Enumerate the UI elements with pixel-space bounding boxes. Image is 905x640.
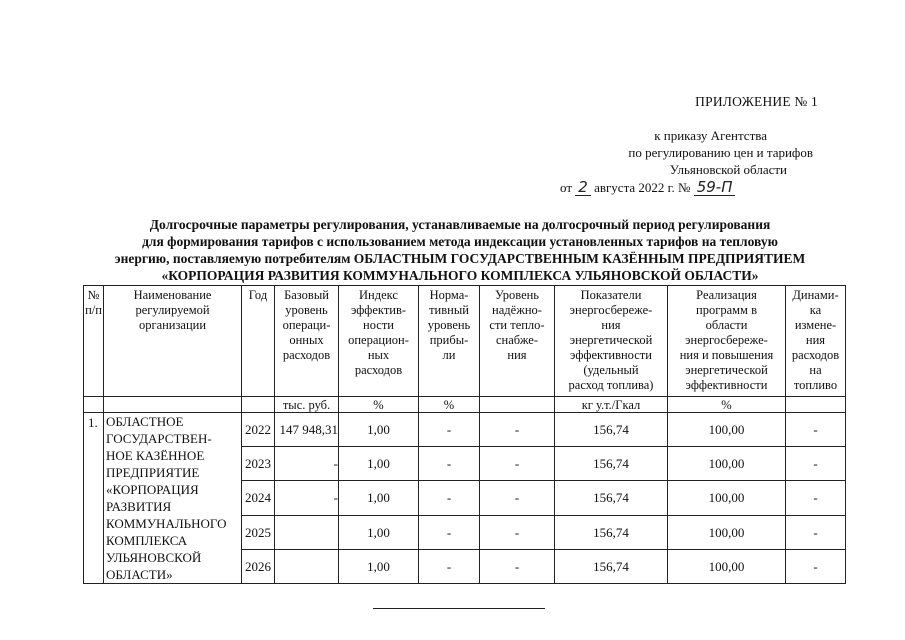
header-line: регулируемой bbox=[135, 303, 210, 317]
organization-line: НОЕ КАЗЁННОЕ bbox=[106, 448, 205, 463]
cell-dynamics: - bbox=[786, 413, 846, 447]
organization-line: «КОРПОРАЦИЯ bbox=[106, 482, 199, 497]
header-line: измене- bbox=[794, 318, 837, 332]
header-line: энергосбереже- bbox=[569, 303, 653, 317]
header-line: Год bbox=[248, 288, 268, 302]
cell-profit: - bbox=[419, 447, 480, 481]
header-line: расходов bbox=[791, 348, 840, 362]
title-line: «КОРПОРАЦИЯ РАЗВИТИЯ КОММУНАЛЬНОГО КОМПЛЕКСА УЛЬЯНОВСКОЙ ОБЛАСТИ» bbox=[161, 268, 759, 283]
header-line: онных bbox=[289, 333, 324, 347]
organization-line: КОМПЛЕКСА bbox=[106, 533, 188, 548]
header-line: операци- bbox=[282, 318, 331, 332]
document-title bbox=[60, 216, 860, 284]
order-date-line bbox=[560, 179, 850, 196]
header-line: энергосбереже- bbox=[685, 333, 768, 347]
cell-dynamics: - bbox=[786, 481, 846, 515]
col-profit-level-header bbox=[419, 286, 480, 397]
header-line: уровень bbox=[427, 318, 471, 332]
col-base-costs-unit: тыс. руб. bbox=[275, 397, 339, 413]
table-units-row bbox=[84, 397, 846, 413]
header-line: Уровень bbox=[494, 288, 540, 302]
header-line: ности bbox=[363, 318, 394, 332]
cell-profit: - bbox=[419, 481, 480, 515]
cell-programs: 100,00 bbox=[668, 447, 786, 481]
col-base-costs-header bbox=[275, 286, 339, 397]
header-line: эффектив- bbox=[350, 303, 407, 317]
organization-line: ОБЛАСТИ» bbox=[106, 567, 173, 582]
header-line: Показатели bbox=[580, 288, 642, 302]
row-number: 1. bbox=[84, 413, 104, 584]
order-month-year: августа 2022 г. № bbox=[594, 180, 691, 195]
col-fuel-dynamics-header bbox=[786, 286, 846, 397]
col-number-header bbox=[84, 286, 104, 397]
cell-index: 1,00 bbox=[339, 447, 419, 481]
cell-programs: 100,00 bbox=[668, 549, 786, 583]
header-line: Наименование bbox=[133, 288, 212, 302]
col-organization-unit bbox=[104, 397, 242, 413]
cell-profit: - bbox=[419, 515, 480, 549]
organization-line: РАЗВИТИЯ bbox=[106, 499, 172, 514]
title-line: для формирования тарифов с использованием метода индексации установленных тарифов на тепловую bbox=[142, 234, 778, 249]
cell-fuel: 156,74 bbox=[555, 447, 668, 481]
cell-base: - bbox=[275, 481, 339, 515]
cell-base: - bbox=[275, 447, 339, 481]
header-line: программ в bbox=[696, 303, 757, 317]
table-row bbox=[84, 413, 846, 447]
header-line: расходов bbox=[282, 348, 331, 362]
organization-line: ПРЕДПРИЯТИЕ bbox=[106, 465, 200, 480]
table-header-row bbox=[84, 286, 846, 397]
cell-profit: - bbox=[419, 549, 480, 583]
header-line: ния bbox=[601, 318, 621, 332]
cell-programs: 100,00 bbox=[668, 481, 786, 515]
header-line: уровень bbox=[285, 303, 328, 317]
col-profit-level-unit: % bbox=[419, 397, 480, 413]
header-line: прибы- bbox=[429, 333, 469, 347]
col-year-unit bbox=[242, 397, 275, 413]
col-year-header bbox=[242, 286, 275, 397]
header-line: ния bbox=[805, 333, 826, 347]
cell-base bbox=[275, 515, 339, 549]
header-line: Индекс bbox=[359, 288, 398, 302]
header-line: расходов bbox=[354, 363, 403, 377]
header-line: Базовый bbox=[284, 288, 329, 302]
col-efficiency-index-unit: % bbox=[339, 397, 419, 413]
cell-reliability: - bbox=[480, 447, 555, 481]
cell-year: 2026 bbox=[242, 549, 275, 583]
header-line: ния bbox=[507, 348, 527, 362]
col-programs-header bbox=[668, 286, 786, 397]
header-line: надёжно- bbox=[492, 303, 542, 317]
cell-dynamics: - bbox=[786, 549, 846, 583]
order-number: 59-П bbox=[694, 179, 736, 196]
col-energy-saving-unit: кг у.т./Гкал bbox=[555, 397, 668, 413]
to-order-line: по регулированию цен и тарифов bbox=[628, 145, 813, 160]
footer-divider bbox=[373, 608, 545, 609]
cell-index: 1,00 bbox=[339, 515, 419, 549]
header-line: ных bbox=[367, 348, 390, 362]
cell-index: 1,00 bbox=[339, 549, 419, 583]
header-line: (удельный bbox=[583, 363, 639, 377]
header-line: п/п bbox=[85, 303, 102, 317]
cell-dynamics: - bbox=[786, 515, 846, 549]
header-line: сти тепло- bbox=[489, 318, 545, 332]
col-efficiency-index-header bbox=[339, 286, 419, 397]
cell-year: 2024 bbox=[242, 481, 275, 515]
header-line: Реализация bbox=[696, 288, 757, 302]
to-order-line: Ульяновской области bbox=[669, 162, 787, 177]
cell-year: 2022 bbox=[242, 413, 275, 447]
cell-dynamics: - bbox=[786, 447, 846, 481]
cell-reliability: - bbox=[480, 515, 555, 549]
header-line: топливо bbox=[793, 378, 838, 392]
header-line: эффективности bbox=[685, 378, 768, 392]
col-reliability-header bbox=[480, 286, 555, 397]
cell-reliability: - bbox=[480, 481, 555, 515]
col-reliability-unit bbox=[480, 397, 555, 413]
cell-fuel: 156,74 bbox=[555, 481, 668, 515]
title-line: Долгосрочные параметры регулирования, устанавливаемые на долгосрочный период регулирования bbox=[149, 217, 771, 232]
cell-profit: - bbox=[419, 413, 480, 447]
to-order-line: к приказу Агентства bbox=[654, 128, 767, 143]
table-body bbox=[84, 413, 846, 584]
header-line: энергетической bbox=[685, 363, 768, 377]
parameters-table bbox=[83, 285, 846, 584]
header-line: ка bbox=[809, 303, 822, 317]
cell-fuel: 156,74 bbox=[555, 515, 668, 549]
title-line: энергию, поставляемую потребителям ОБЛАСТНЫМ ГОСУДАРСТВЕННЫМ КАЗЁННЫМ ПРЕДПРИЯТИЕМ bbox=[114, 251, 806, 266]
col-number-unit bbox=[84, 397, 104, 413]
cell-reliability: - bbox=[480, 413, 555, 447]
header-line: эффективности bbox=[570, 348, 652, 362]
cell-base: 147 948,31 bbox=[275, 413, 339, 447]
cell-base bbox=[275, 549, 339, 583]
col-programs-unit: % bbox=[668, 397, 786, 413]
cell-year: 2023 bbox=[242, 447, 275, 481]
cell-programs: 100,00 bbox=[668, 515, 786, 549]
header-line: операцион- bbox=[348, 333, 409, 347]
col-energy-saving-header bbox=[555, 286, 668, 397]
header-line: расход топлива) bbox=[568, 378, 654, 392]
organization-name bbox=[104, 413, 242, 584]
col-fuel-dynamics-unit bbox=[786, 397, 846, 413]
header-line: снабже- bbox=[495, 333, 539, 347]
organization-line: ОБЛАСТНОЕ bbox=[106, 414, 184, 429]
header-line: ли bbox=[442, 348, 456, 362]
header-line: на bbox=[809, 363, 822, 377]
organization-line: КОММУНАЛЬНОГО bbox=[106, 516, 227, 531]
cell-fuel: 156,74 bbox=[555, 413, 668, 447]
organization-line: УЛЬЯНОВСКОЙ bbox=[106, 550, 202, 565]
header-line: области bbox=[705, 318, 748, 332]
header-line: № bbox=[87, 288, 100, 302]
header-line: организации bbox=[138, 318, 207, 332]
col-organization-header bbox=[104, 286, 242, 397]
cell-index: 1,00 bbox=[339, 413, 419, 447]
cell-programs: 100,00 bbox=[668, 413, 786, 447]
header-line: энергетической bbox=[569, 333, 653, 347]
header-line: Динами- bbox=[792, 288, 839, 302]
cell-index: 1,00 bbox=[339, 481, 419, 515]
header-line: Норма- bbox=[429, 288, 469, 302]
order-prefix: от bbox=[560, 180, 573, 195]
cell-fuel: 156,74 bbox=[555, 549, 668, 583]
appendix-title: ПРИЛОЖЕНИЕ № 1 bbox=[695, 94, 818, 109]
order-day: 2 bbox=[575, 179, 591, 196]
cell-reliability: - bbox=[480, 549, 555, 583]
header-line: тивный bbox=[429, 303, 469, 317]
cell-year: 2025 bbox=[242, 515, 275, 549]
organization-line: ГОСУДАРСТВЕН- bbox=[106, 431, 212, 446]
header-line: ния и повышения bbox=[679, 348, 774, 362]
